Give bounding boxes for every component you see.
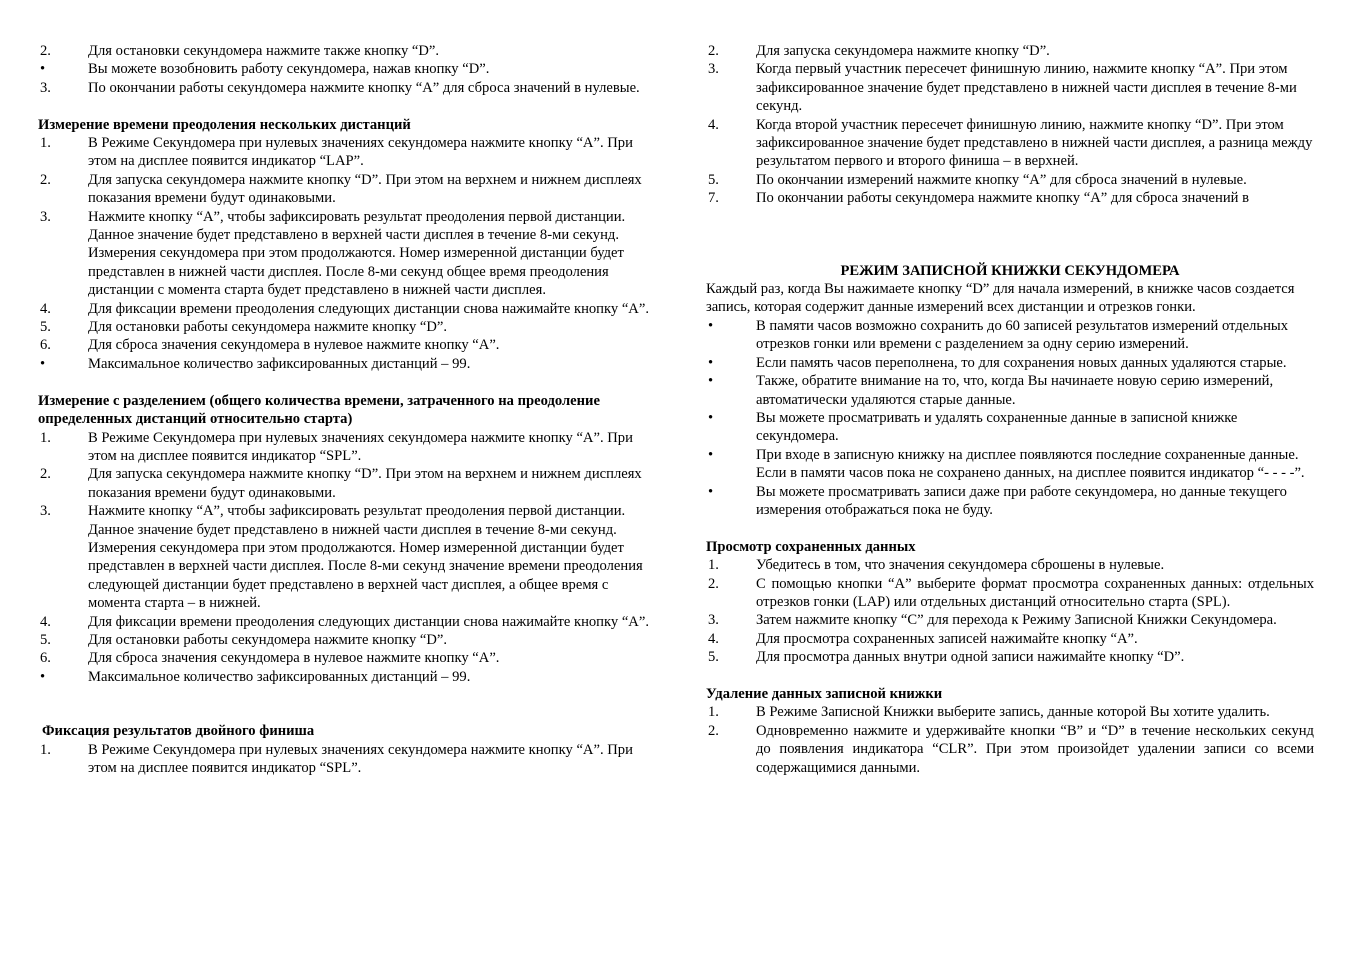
list-item <box>38 613 660 631</box>
item-text: В памяти часов возможно сохранить до 60 записей результатов измерений отдельных отрезков гонки или времени с разделением за одну серию измерений. <box>756 317 1288 353</box>
item-marker: 1. <box>40 429 51 446</box>
item-text: Для остановки секундомера нажмите также кнопку “D”. <box>88 43 440 59</box>
item-text: По окончании измерений нажмите кнопку “A” для сброса значений в нулевые. <box>756 171 1247 188</box>
list-item <box>706 703 1314 721</box>
item-text: Когда второй участник пересечет финишную линию, нажмите кнопку “D”. При этом зафиксированное значение будет представлено в нижней части дисплея, а разница между результатом первого и второго финиша – в верхней. <box>756 116 1313 170</box>
item-text: Вы можете просматривать записи даже при работе секундомера, но данные текущего измерения отображаться пока не буду. <box>756 483 1287 518</box>
item-marker: 4. <box>40 613 51 630</box>
list-item <box>38 79 660 97</box>
list-item <box>706 354 1314 372</box>
item-marker: 1. <box>40 135 51 152</box>
item-text: В Режиме Секундомера при нулевых значениях секундомера нажмите кнопку “A”. При этом на дисплее появится индикатор “LAP”. <box>88 135 633 170</box>
item-marker: 6. <box>40 650 51 667</box>
item-text: Нажмите кнопку “A”, чтобы зафиксировать результат преодоления первой дистанции. <box>88 208 626 225</box>
list-item <box>38 171 660 208</box>
list-item <box>38 318 660 336</box>
item-text: Для сброса значения секундомера в нулевое нажмите кнопку “A”. <box>88 337 500 354</box>
item-marker: 2. <box>708 722 719 739</box>
list-item <box>706 556 1314 574</box>
left-column <box>38 42 660 777</box>
item-text: В Режиме Секундомера при нулевых значениях секундомера нажмите кнопку “A”. При этом на дисплее появится индикатор “SPL”. <box>88 429 633 464</box>
item-text: Для сброса значения секундомера в нулевое нажмите кнопку “A”. <box>88 650 500 667</box>
item-text: Когда первый участник пересечет финишную линию, нажмите кнопку “A”. При этом зафиксированное значение будет представлено в нижней части дисплея в течение 8-ми секунд. <box>756 61 1297 115</box>
item-marker: 4. <box>40 300 51 317</box>
item-marker: 2. <box>708 575 719 592</box>
item-marker: • <box>708 409 714 426</box>
list-item <box>38 649 660 667</box>
item-marker: 5. <box>708 171 719 188</box>
list-item <box>38 502 660 612</box>
list-item <box>38 355 660 373</box>
list-a <box>38 42 660 97</box>
item-marker: 3. <box>708 61 719 78</box>
item-marker: 1. <box>40 741 51 758</box>
list-item <box>706 116 1314 171</box>
item-marker: 2. <box>708 43 719 59</box>
list-item <box>706 171 1314 189</box>
section-heading-split: Измерение с разделением (общего количества времени, затраченного на преодоление определенных дистанций относительно старта) <box>38 392 600 428</box>
item-marker: 3. <box>40 208 51 225</box>
list-item <box>38 42 660 60</box>
item-marker: 3. <box>708 612 719 629</box>
list-item <box>706 630 1314 648</box>
item-text: Убедитесь в том, что значения секундомера сброшены в нулевые. <box>756 557 1165 574</box>
item-text: Максимальное количество зафиксированных дистанций – 99. <box>88 668 471 685</box>
item-text: В Режиме Записной Книжки выберите запись, данные которой Вы хотите удалить. <box>756 704 1270 721</box>
notebook-title: РЕЖИМ ЗАПИСНОЙ КНИЖКИ СЕКУНДОМЕРА <box>840 262 1180 279</box>
item-text: Для запуска секундомера нажмите кнопку “D”. При этом на верхнем и нижнем дисплеях показания времени будут одинаковыми. <box>88 171 642 207</box>
list-item <box>706 575 1314 612</box>
list-item <box>706 446 1314 483</box>
item-marker: 4. <box>708 630 719 647</box>
section-heading-double: Фиксация результатов двойного финиша <box>42 723 315 740</box>
list-item <box>38 741 660 778</box>
item-text: Для остановки работы секундомера нажмите кнопку “D”. <box>88 319 448 336</box>
section-heading-delete: Удаление данных записной книжки <box>706 685 943 702</box>
list-double <box>38 741 660 778</box>
list-item <box>706 42 1314 60</box>
list-item <box>706 483 1314 520</box>
list-item <box>706 317 1314 354</box>
list-item <box>706 372 1314 409</box>
list-view <box>706 556 1314 666</box>
list-item <box>706 189 1314 207</box>
item-marker: • <box>40 61 46 78</box>
list-item <box>38 300 660 318</box>
item-marker: • <box>708 373 714 390</box>
item-marker: 1. <box>708 704 719 721</box>
item-marker: 6. <box>40 337 51 354</box>
item-text: При входе в записную книжку на дисплее появляются последние сохраненные данные. Если в памяти часов пока не сохранено данных, на дисплее появится индикатор “- - - -”. <box>756 446 1305 482</box>
item-marker: 7. <box>708 190 719 207</box>
item-text: Для фиксации времени преодоления следующих дистанции снова нажимайте кнопку “A”. <box>88 613 649 630</box>
item-marker: 5. <box>708 649 719 666</box>
list-item <box>38 60 660 78</box>
list-double-continued <box>706 42 1314 208</box>
section-heading-laps: Измерение времени преодоления нескольких дистанций <box>38 116 411 133</box>
item-text: По окончании работы секундомера нажмите кнопку “A” для сброса значений в <box>756 190 1250 207</box>
list-item <box>38 336 660 354</box>
item-marker: 1. <box>708 557 719 574</box>
item-marker: 2. <box>40 466 51 483</box>
list-item <box>706 722 1314 777</box>
item-text: Для фиксации времени преодоления следующих дистанции снова нажимайте кнопку “A”. <box>88 300 649 317</box>
list-item <box>38 668 660 686</box>
item-marker: • <box>708 446 714 463</box>
item-text: Вы можете возобновить работу секундомера, нажав кнопку “D”. <box>88 61 490 78</box>
list-item <box>706 648 1314 666</box>
item-marker: • <box>708 317 714 334</box>
list-laps <box>38 134 660 373</box>
list-item <box>706 409 1314 446</box>
item-text: Для остановки работы секундомера нажмите кнопку “D”. <box>88 631 448 648</box>
item-marker: 5. <box>40 319 51 336</box>
item-marker: 2. <box>40 171 51 188</box>
item-text: Затем нажмите кнопку “C” для перехода к Режиму Записной Книжки Секундомера. <box>756 612 1277 629</box>
list-item <box>38 631 660 649</box>
item-text: Для просмотра сохраненных записей нажимайте кнопку “A”. <box>756 630 1138 647</box>
item-marker: 5. <box>40 631 51 648</box>
item-text: Если память часов переполнена, то для сохранения новых данных удаляются старые. <box>756 354 1287 371</box>
item-text: Вы можете просматривать и удалять сохраненные данные в записной книжке секундомера. <box>756 409 1238 445</box>
item-text: В Режиме Секундомера при нулевых значениях секундомера нажмите кнопку “A”. При этом на дисплее появится индикатор “SPL”. <box>88 741 633 776</box>
item-text: Одновременно нажмите и удерживайте кнопки “B” и “D” в течение нескольких секунд до появления индикатора “CLR”. При этом произойдет удалении записи со всеми содержащимися данными. <box>756 722 1314 776</box>
item-marker: 3. <box>40 503 51 520</box>
item-marker: 2. <box>40 43 51 59</box>
item-extra-text: Данное значение будет представлено в нижней части дисплея в течение 8-ми секунд. Измерения секундомера при этом продолжаются. Номер измеренной дистанции будет представлен в верхней части дисплея. После 8-ми секунд значение времени преодоления следующей дистанции будет представлено в верхней част дисплея, а общее время с момента старта – в нижней. <box>88 521 643 612</box>
right-column <box>706 42 1314 777</box>
list-notebook <box>706 317 1314 519</box>
item-marker: • <box>708 354 714 371</box>
list-item <box>706 611 1314 629</box>
list-item <box>38 208 660 300</box>
item-text: Для запуска секундомера нажмите кнопку “D”. <box>756 43 1050 59</box>
section-heading-view: Просмотр сохраненных данных <box>706 538 916 555</box>
item-text: Для просмотра данных внутри одной записи нажимайте кнопку “D”. <box>756 649 1185 666</box>
item-text: Максимальное количество зафиксированных дистанций – 99. <box>88 355 471 372</box>
item-marker: • <box>40 668 46 685</box>
list-item <box>38 134 660 171</box>
item-marker: 4. <box>708 116 719 133</box>
item-text: Нажмите кнопку “A”, чтобы зафиксировать результат преодоления первой дистанции. <box>88 503 626 520</box>
item-marker: • <box>40 355 46 372</box>
list-item <box>38 465 660 502</box>
notebook-intro: Каждый раз, когда Вы нажимаете кнопку “D” для начала измерений, в книжке часов создается запись, которая содержит данные измерений всех дистанции и отрезков гонки. <box>706 281 1295 316</box>
item-marker: • <box>708 483 714 500</box>
item-marker: 3. <box>40 79 51 96</box>
list-item <box>38 429 660 466</box>
item-extra-text: Данное значение будет представлено в верхней части дисплея в течение 8-ми секунд. Измерения секундомера при этом продолжаются. Номер измеренной дистанции будет представлен в нижней части дисплея. После 8-ми секунд общее время преодоления дистанции с момента старта будет представлено в нижней части дисплея. <box>88 227 624 299</box>
item-text: Также, обратите внимание на то, что, когда Вы начинаете новую серию измерений, автоматически удаляются старые данные. <box>756 373 1274 408</box>
item-text: Для запуска секундомера нажмите кнопку “D”. При этом на верхнем и нижнем дисплеях показания времени будут одинаковыми. <box>88 466 642 501</box>
item-text: По окончании работы секундомера нажмите кнопку “A” для сброса значений в нулевые. <box>88 79 640 96</box>
item-text: С помощью кнопки “A” выберите формат просмотра сохраненных данных: отдельных отрезков гонки (LAP) или отдельных дистанций относительно старта (SPL). <box>756 575 1314 610</box>
list-item <box>706 60 1314 115</box>
list-delete <box>706 703 1314 777</box>
list-split <box>38 429 660 687</box>
